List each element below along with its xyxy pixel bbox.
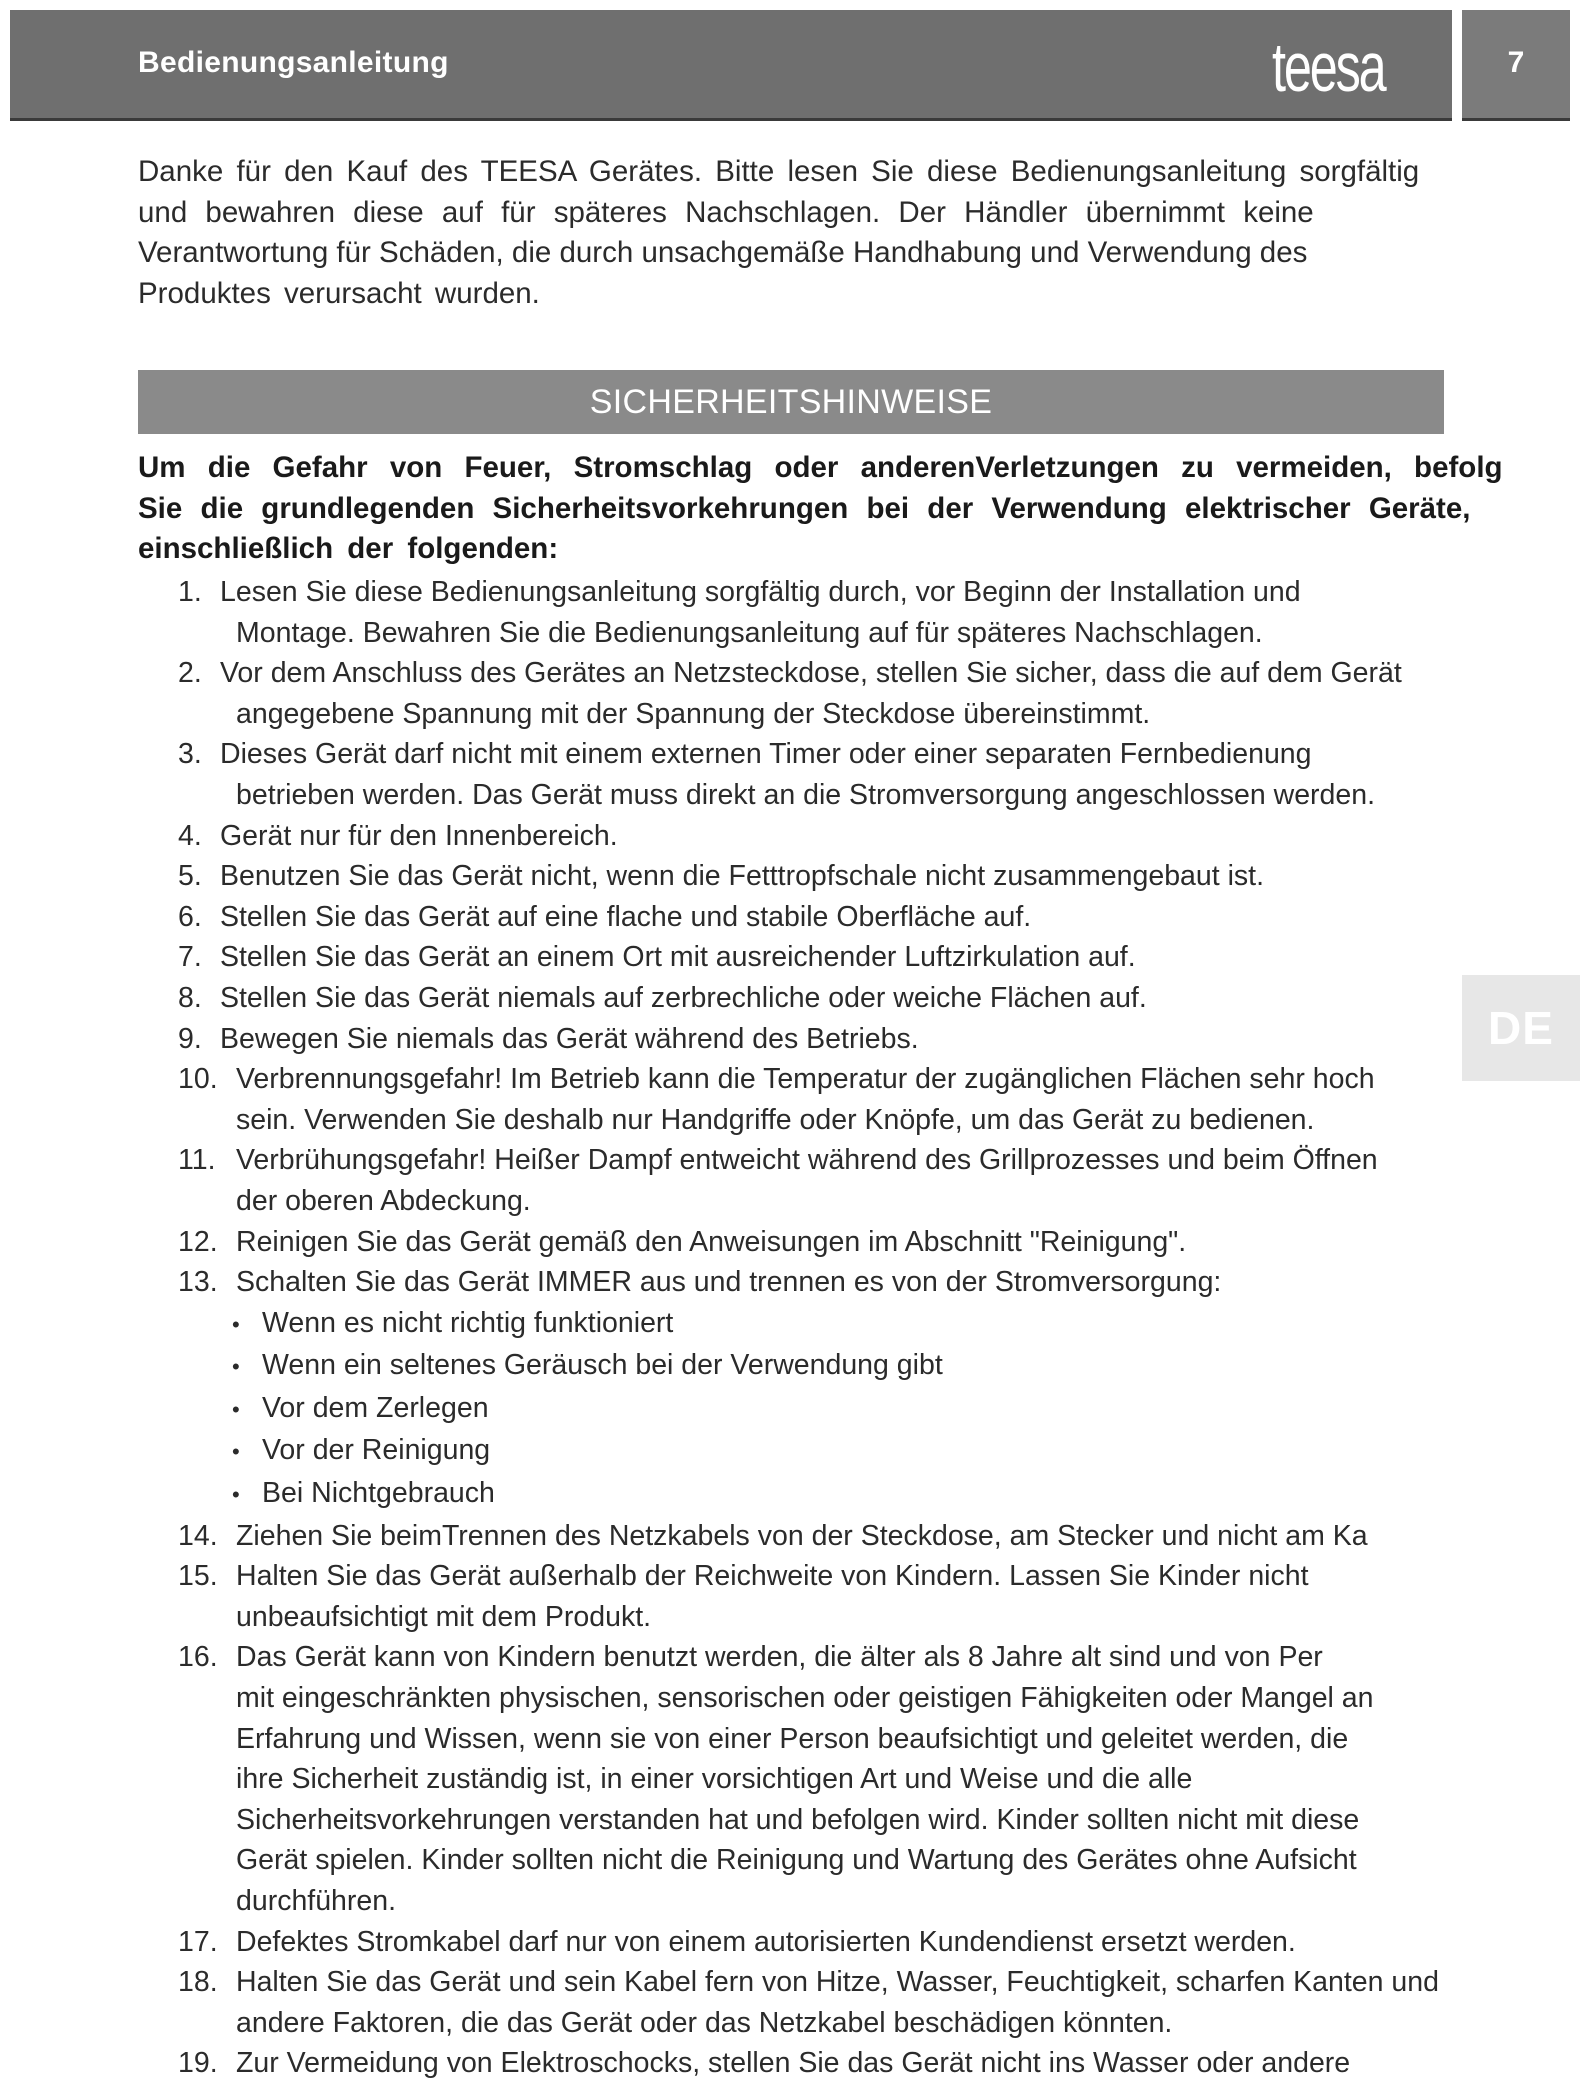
intro-line: Produktes verursacht wurden. [138,276,540,310]
list-item-number: 19. [178,2047,218,2080]
list-item [0,816,1580,857]
intro-line: und bewahren diese auf für späteres Nachschlagen. Der Händler übernimmt keine [138,195,1314,229]
list-item-line: Benutzen Sie das Gerät nicht, wenn die Fetttropfschale nicht zusammengebaut ist. [220,860,1264,893]
bullet-item [0,1430,1580,1473]
list-item-number: 5. [178,860,202,893]
list-item-line: Vor dem Anschluss des Gerätes an Netzsteckdose, stellen Sie sicher, dass die auf dem Gerät [220,657,1402,690]
list-item [0,897,1580,938]
list-item-line: mit eingeschränkten physischen, sensorischen oder geistigen Fähigkeiten oder Mangel an [236,1682,1374,1715]
list-item [0,1637,1580,1921]
list-item [0,856,1580,897]
list-item-line: betrieben werden. Das Gerät muss direkt an die Stromversorgung angeschlossen werden. [236,778,1376,811]
list-item-number: 15. [178,1560,218,1593]
list-item-line: ihre Sicherheit zuständig ist, in einer vorsichtigen Art und Weise und die alle [236,1763,1193,1796]
list-item-line: der oberen Abdeckung. [236,1184,531,1217]
bullet-icon: • [232,1311,240,1337]
list-item-number: 6. [178,900,202,933]
list-item-number: 11. [178,1144,216,1177]
list-item-line: Halten Sie das Gerät außerhalb der Reichweite von Kindern. Lassen Sie Kinder nicht [236,1560,1309,1593]
list-item [0,734,1580,815]
list-item-number: 9. [178,1022,202,1055]
bullet-item [0,1473,1580,1516]
list-item-number: 7. [178,941,202,974]
list-item-number: 18. [178,1966,218,1999]
list-item-number: 16. [178,1641,218,1674]
list-item-line: Stellen Sie das Gerät niemals auf zerbrechliche oder weiche Flächen auf. [220,981,1147,1014]
safety-intro-line: Um die Gefahr von Feuer, Stromschlag oder anderenVerletzungen zu vermeiden, befolg [138,451,1503,484]
list-item-number: 10. [178,1063,218,1096]
list-item-line: Gerät nur für den Innenbereich. [220,819,618,852]
list-item-number: 17. [178,1925,218,1958]
bullet-icon: • [232,1439,240,1465]
list-item [0,572,1580,653]
list-item-line: Stellen Sie das Gerät auf eine flache und stabile Oberfläche auf. [220,900,1032,933]
list-item-line: angegebene Spannung mit der Spannung der Steckdose übereinstimmt. [236,697,1151,730]
list-item-number: 14. [178,1519,218,1552]
list-item-line: Erfahrung und Wissen, wenn sie von einer Person beaufsichtigt und geleitet werden, die [236,1722,1349,1755]
list-item-line: Lesen Sie diese Bedienungsanleitung sorgfältig durch, vor Beginn der Installation und [220,576,1301,608]
bullet-text: Vor der Reinigung [262,1434,491,1467]
list-item [0,1222,1580,1263]
list-item [0,937,1580,978]
list-item-line: Ziehen Sie beimTrennen des Netzkabels von der Steckdose, am Stecker und nicht am Ka [236,1519,1368,1552]
list-item-line: Reinigen Sie das Gerät gemäß den Anweisungen im Abschnitt "Reinigung". [236,1225,1187,1258]
list-item [0,1556,1580,1637]
list-item-number: 4. [178,819,202,852]
bullet-text: Wenn ein seltenes Geräusch bei der Verwendung gibt [262,1349,943,1382]
list-item [0,1262,1580,1516]
list-item [0,2043,1580,2084]
list-item-number: 3. [178,738,202,771]
bullet-icon: • [232,1396,240,1422]
safety-list [0,572,1580,2084]
list-item [0,1019,1580,1060]
intro-line: Verantwortung für Schäden, die durch unsachgemäße Handhabung und Verwendung des [138,236,1308,269]
language-tab-label: DE [1488,1002,1554,1054]
bullet-item [0,1388,1580,1431]
bullet-icon: • [232,1482,240,1508]
list-item [0,978,1580,1019]
brand-logo: teesa [1272,28,1385,106]
list-item-number: 1. [178,576,202,608]
list-item-line: durchführen. [236,1885,397,1917]
bullet-item [0,1303,1580,1346]
safety-intro [138,448,1578,570]
page-number: 7 [1507,46,1525,79]
list-item-line: Dieses Gerät darf nicht mit einem externen Timer oder einer separaten Fernbedienung [220,738,1312,771]
bullet-text: Bei Nichtgebrauch [262,1477,495,1510]
list-item-number: 13. [178,1266,218,1299]
header-title: Bedienungsanleitung [138,46,449,79]
list-item-line: Montage. Bewahren Sie die Bedienungsanleitung auf für späteres Nachschlagen. [236,616,1263,649]
safety-intro-line: Sie die grundlegenden Sicherheitsvorkehrungen bei der Verwendung elektrischer Geräte, [138,491,1471,525]
intro-line: Danke für den Kauf des TEESA Gerätes. Bitte lesen Sie diese Bedienungsanleitung sorgfältig [138,155,1420,188]
list-item-line: Sicherheitsvorkehrungen verstanden hat und befolgen wird. Kinder sollten nicht mit diese [236,1803,1360,1836]
page-number-box [1462,10,1570,121]
list-item [0,653,1580,734]
list-item-line: unbeaufsichtigt mit dem Produkt. [236,1600,652,1633]
list-item-line: andere Faktoren, die das Gerät oder das Netzkabel beschädigen könnten. [236,2006,1173,2039]
list-item-line: Verbrennungsgefahr! Im Betrieb kann die Temperatur der zugänglichen Flächen sehr hoch [236,1063,1375,1096]
list-item-line: Verbrühungsgefahr! Heißer Dampf entweicht während des Grillprozesses und beim Öffnen [236,1144,1378,1177]
list-item-number: 2. [178,657,202,690]
intro-paragraph [138,152,1538,314]
list-item-line: Schalten Sie das Gerät IMMER aus und trennen es von der Stromversorgung: [236,1266,1222,1299]
list-item [0,1962,1580,2043]
list-item [0,1922,1580,1963]
safety-intro-line: einschließlich der folgenden: [138,532,559,565]
list-item-line: Stellen Sie das Gerät an einem Ort mit ausreichender Luftzirkulation auf. [220,941,1136,974]
list-item-line: Das Gerät kann von Kindern benutzt werden, die älter als 8 Jahre alt sind und von Per [236,1641,1323,1674]
list-item-line: sein. Verwenden Sie deshalb nur Handgriffe oder Knöpfe, um das Gerät zu bedienen. [236,1103,1315,1136]
list-item [0,1140,1580,1221]
list-item-line: Gerät spielen. Kinder sollten nicht die Reinigung und Wartung des Gerätes ohne Aufsicht [236,1844,1357,1877]
list-item-line: Bewegen Sie niemals das Gerät während des Betriebs. [220,1022,919,1055]
list-item [0,1516,1580,1557]
section-title: SICHERHEITSHINWEISE [138,370,1444,434]
bullet-icon: • [232,1354,240,1380]
list-item-number: 8. [178,981,202,1014]
bullet-item [0,1345,1580,1388]
list-item-line: Defektes Stromkabel darf nur von einem autorisierten Kundendienst ersetzt werden. [236,1925,1296,1958]
list-item [0,1059,1580,1140]
list-item-line: Halten Sie das Gerät und sein Kabel fern von Hitze, Wasser, Feuchtigkeit, scharfen Kanten und [236,1966,1439,1999]
list-item-line: Zur Vermeidung von Elektroschocks, stellen Sie das Gerät nicht ins Wasser oder andere [236,2047,1351,2080]
header-bar [10,10,1452,121]
list-item-number: 12. [178,1225,218,1258]
bullet-text: Wenn es nicht richtig funktioniert [262,1306,674,1339]
bullet-text: Vor dem Zerlegen [262,1391,489,1424]
